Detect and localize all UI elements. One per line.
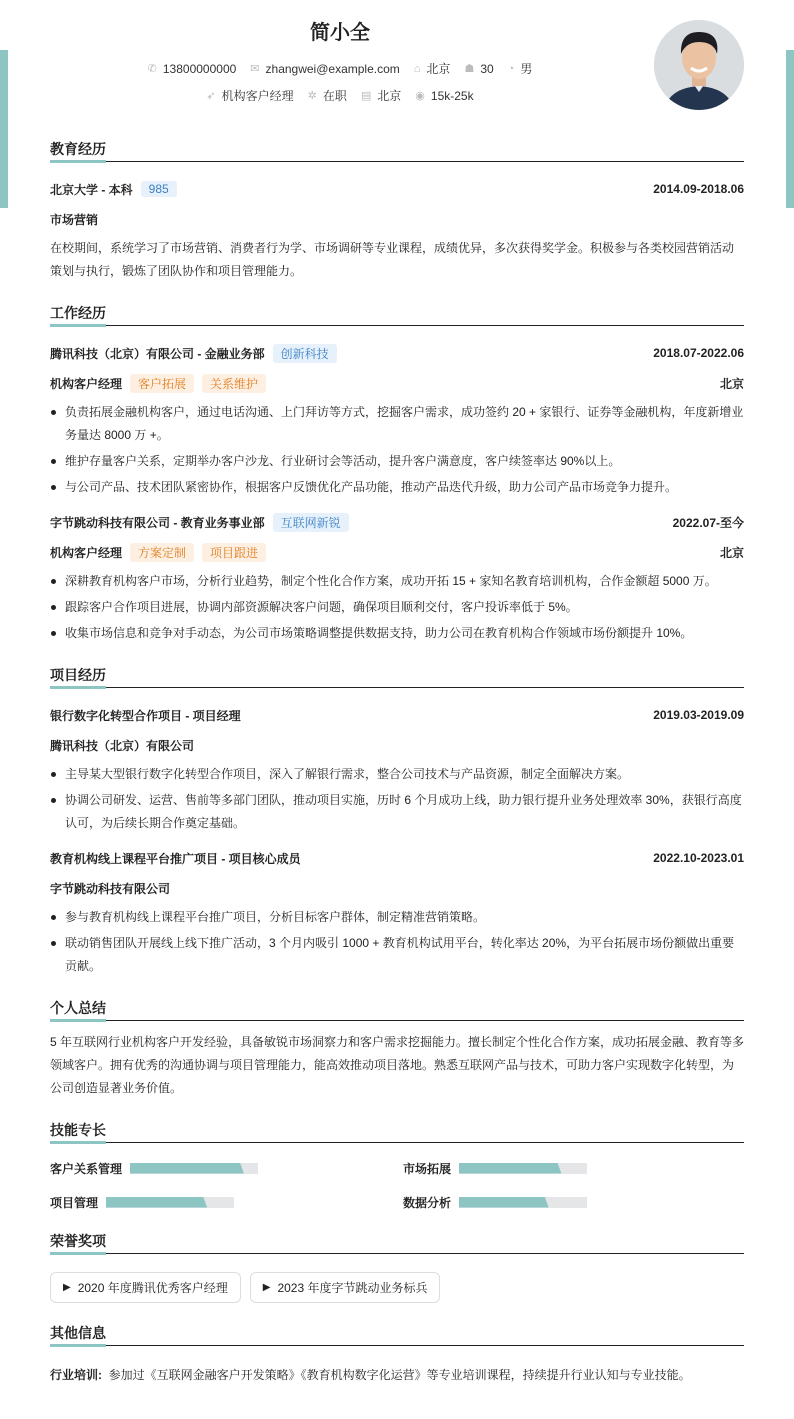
award-text: 2020 年度腾讯优秀客户经理 [77,1281,228,1295]
send-icon: ➶ [206,90,216,102]
home-icon: ⌂ [413,62,421,75]
contact-text: 北京 [377,89,402,103]
summary-section [50,996,744,1100]
other-label: 行业培训: [50,1368,102,1382]
summary-text: 5 年互联网行业机构客户开发经验，具备敏锐市场洞察力和客户需求挖掘能力。擅长制定个性化合作方案，成功拓展金融、教育等多领域客户。拥有优秀的沟通协调与项目管理能力，能高效推动项目落地。熟悉互联网产品与技术，可助力客户实现数字化转型，为公司创造显著业务价值。 [50,1035,745,1095]
skill-bar [459,1197,587,1208]
skill-name: 市场拓展 [403,1161,452,1176]
candidate-name: 简小全 [310,22,370,44]
triangle-icon: ▶ [262,1282,271,1293]
section-title: 荣誉奖项 [50,1229,744,1254]
education-description: 在校期间，系统学习了市场营销、消费者行为学、市场调研等专业课程，成绩优异，多次获得奖学金。积极参与各类校园营销活动策划与执行，锻炼了团队协作和项目管理能力。 [50,241,735,278]
skill-bar [106,1197,234,1208]
role-row [50,368,744,398]
contact-item [250,60,399,77]
contact-item [206,87,293,104]
section-title: 工作经历 [50,301,744,326]
contact-item [148,60,237,77]
role-tag: 客户拓展 [130,374,194,393]
project-header [50,843,744,873]
work-header [50,338,744,368]
section-title: 个人总结 [50,996,744,1021]
bullet-item: 深耕教育机构客户市场，分析行业趋势，制定个性化合作方案，成功开拓 15 + 家知名教育培训机构，合作金额超 5000 万。 [50,570,744,593]
work-date: 2018.07-2022.06 [653,346,744,360]
bullet-item: 负责拓展金融机构客户，通过电话沟通、上门拜访等方式，挖掘客户需求，成功签约 20 + 家银行、证券等金融机构，年度新增业务量达 8000 万 +。 [50,401,744,447]
project-item [50,843,744,978]
award-text: 2023 年度字节跳动业务标兵 [277,1281,428,1295]
project-section [50,663,744,978]
gender-icon: ◔ [507,62,515,75]
role-row [50,537,744,567]
award-item [50,1272,241,1303]
work-date: 2022.07-至今 [672,515,744,530]
mail-icon: ✉ [250,63,260,75]
project-company: 腾讯科技（北京）有限公司 [50,738,195,753]
school-tag: 985 [141,181,177,197]
contact-text: 15k-25k [430,88,474,103]
education-section [50,137,744,283]
project-name: 银行数字化转型合作项目 - 项目经理 [50,708,241,723]
bullet-list [50,906,744,978]
avatar [654,20,744,110]
bullet-item: 跟踪客户合作项目进展，协调内部资源解决客户问题，确保项目顺利交付，客户投诉率低于 5%。 [50,596,744,619]
contact-item [415,87,473,104]
role-group [50,543,266,562]
triangle-icon: ▶ [63,1282,71,1293]
age-icon: ☗ [464,63,475,75]
company-group [50,344,337,363]
bullet-list [50,763,744,835]
building-icon: ▤ [360,90,372,102]
skill-bar-fill [459,1197,549,1208]
contact-text: zhangwei@example.com [265,61,400,76]
skill-name: 客户关系管理 [50,1161,123,1176]
status-icon: ✲ [307,90,317,102]
bullet-item: 参与教育机构线上课程平台推广项目，分析目标客户群体，制定精准营销策略。 [50,906,744,929]
section-title: 项目经历 [50,663,744,688]
skills-section [50,1118,744,1215]
contact-item [361,87,401,104]
resume-body [50,137,744,1405]
skill-name: 数据分析 [403,1195,452,1210]
contact-text: 男 [520,62,533,76]
contact-text: 13800000000 [162,61,237,76]
education-date: 2014.09-2018.06 [653,182,744,196]
skill-bar-fill [130,1163,244,1174]
bullet-item: 收集市场信息和竞争对手动态，为公司市场策略调整提供数据支持，助力公司在教育机构合作领域市场份额提升 10%。 [50,622,744,645]
contact-row-2 [0,87,680,104]
contact-item [308,87,347,104]
role-tag: 关系维护 [202,374,266,393]
other-section [50,1321,744,1387]
project-company-row [50,730,744,760]
skill-bar [130,1163,258,1174]
role-name: 机构客户经理 [50,376,123,391]
work-item [50,338,744,499]
other-text: 参加过《互联网金融客户开发策略》《教育机构数字化运营》等专业培训课程，持续提升行业认知与专业技能。 [108,1368,691,1382]
work-section [50,301,744,645]
skill-item [50,1155,403,1181]
role-name: 机构客户经理 [50,545,123,560]
resume-header [0,0,794,122]
contact-item [464,60,493,77]
role-tag: 项目跟进 [202,543,266,562]
contact-text: 机构客户经理 [221,89,294,103]
section-title: 教育经历 [50,137,744,162]
contact-text: 北京 [426,62,451,76]
skill-item [403,1155,744,1181]
project-item [50,700,744,835]
school-name: 北京大学 - 本科 [50,182,133,197]
bullet-item: 协调公司研发、运营、售前等多部门团队，推动项目实施，历时 6 个月成功上线，助力银行提升业务处理效率 30%，获银行高度认可，为后续长期合作奠定基础。 [50,789,744,835]
bullet-item: 联动销售团队开展线上线下推广活动，3 个月内吸引 1000 + 教育机构试用平台，转化率达 20%，为平台拓展市场份额做出重要贡献。 [50,932,744,978]
skill-bar-fill [106,1197,207,1208]
skill-bar [459,1163,587,1174]
work-item [50,507,744,645]
project-date: 2019.03-2019.09 [653,708,744,722]
phone-icon: ✆ [147,63,157,75]
skill-name: 项目管理 [50,1195,99,1210]
project-company-row [50,873,744,903]
bullet-list [50,570,744,645]
contact-item [414,60,451,77]
section-title: 其他信息 [50,1321,744,1346]
awards-section [50,1229,744,1303]
work-city: 北京 [719,545,744,560]
project-date: 2022.10-2023.01 [653,851,744,865]
company-group [50,513,349,532]
bullet-item: 主导某大型银行数字化转型合作项目，深入了解银行需求，整合公司技术与产品资源，制定全面解决方案。 [50,763,744,786]
project-company: 字节跳动科技有限公司 [50,881,171,896]
company-name: 腾讯科技（北京）有限公司 - 金融业务部 [50,346,265,361]
bullet-item: 与公司产品、技术团队紧密协作，根据客户反馈优化产品功能，推动产品迭代升级，助力公司产品市场竞争力提升。 [50,476,744,499]
work-city: 北京 [719,376,744,391]
award-item [250,1272,441,1303]
contact-text: 30 [480,61,494,76]
work-header [50,507,744,537]
contact-item [508,60,533,77]
skill-item [50,1189,403,1215]
project-name: 教育机构线上课程平台推广项目 - 项目核心成员 [50,851,301,866]
contact-row-1 [0,60,680,77]
company-tag: 互联网新锐 [273,513,349,532]
company-name: 字节跳动科技有限公司 - 教育业务事业部 [50,515,265,530]
company-tag: 创新科技 [273,344,337,363]
major: 市场营销 [50,212,99,227]
bullet-list [50,401,744,499]
role-tag: 方案定制 [130,543,194,562]
contact-text: 在职 [322,89,347,103]
skill-item [403,1189,744,1215]
skill-bar-fill [459,1163,561,1174]
bullet-item: 维护存量客户关系，定期举办客户沙龙、行业研讨会等活动，提升客户满意度，客户续签率达 90%以上。 [50,450,744,473]
project-header [50,700,744,730]
section-title: 技能专长 [50,1118,744,1143]
salary-icon: ◉ [415,90,425,102]
role-group [50,374,266,393]
